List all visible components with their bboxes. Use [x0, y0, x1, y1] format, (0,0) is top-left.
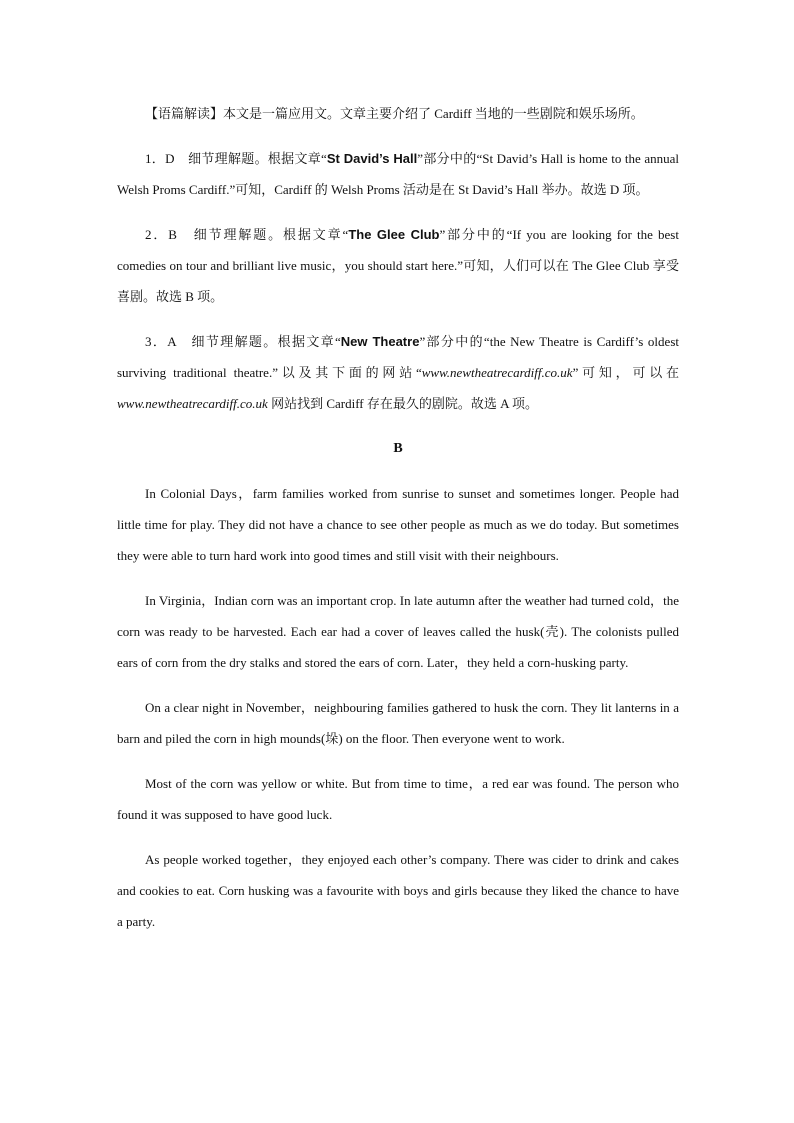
q3-website-1: www.newtheatrecardiff.co.uk — [421, 365, 573, 380]
q1-section-name: St David’s Hall — [326, 151, 418, 166]
q2-text: ”部分中的“If you are looking for the best comedies on tour and brilliant live music，you should start here.”可知，人们可以在 The Glee Club 享受喜剧。故选 B 项。 — [117, 227, 679, 304]
answer-explanation-3 — [117, 326, 679, 419]
q2-section-name: The Glee Club — [348, 227, 440, 242]
q1-text: ”部分中的“St David’s Hall is home to the annual Welsh Proms Cardiff.”可知，Cardiff 的 Welsh Proms 活动是在 St David’s Hall 举办。故选 D 项。 — [117, 151, 679, 197]
answer-explanation-1 — [117, 143, 679, 205]
passage-paragraph: As people worked together，they enjoyed each other’s company. There was cider to drink and cakes and cookies to eat. Corn husking was a favourite with boys and girls because they liked the chance to have a party. — [117, 852, 679, 929]
q2-prefix: 2．B 细节理解题。根据文章“ — [145, 227, 349, 242]
answer-explanation-2 — [117, 219, 679, 312]
passage-paragraph: On a clear night in November，neighbouring families gathered to husk the corn. They lit lanterns in a barn and piled the corn in high mounds(垛) on the floor. Then everyone went to work. — [117, 700, 679, 746]
q3-text-2: ”可知，可以在 — [572, 365, 679, 380]
q1-prefix: 1．D 细节理解题。根据文章“ — [145, 151, 327, 166]
q3-website-2: www.newtheatrecardiff.co.uk — [117, 396, 268, 411]
q3-prefix: 3．A 细节理解题。根据文章“ — [145, 334, 341, 349]
passage-paragraph: In Virginia，Indian corn was an important crop. In late autumn after the weather had turned cold，the corn was ready to be harvested. Each ear had a cover of leaves called the husk(壳). The colonists pulled ears of corn from the dry stalks and stored the ears of corn. Later，they held a corn-husking party. — [117, 593, 679, 670]
passage-paragraph: In Colonial Days，farm families worked from sunrise to sunset and sometimes longer. People had little time for play. They did not have a chance to see other people as much as we do today. But sometimes they were able to turn hard work into good times and still visit with their neighbours. — [117, 486, 679, 563]
passage-paragraph: Most of the corn was yellow or white. But from time to time，a red ear was found. The person who found it was supposed to have good luck. — [117, 776, 679, 822]
passage-analysis-intro: 【语篇解读】本文是一篇应用文。文章主要介绍了 Cardiff 当地的一些剧院和娱乐场所。 — [145, 106, 644, 121]
section-title: B — [393, 441, 403, 456]
document-page — [117, 96, 679, 937]
q3-text-1: ”部分中的“the New Theatre is Cardiff’s oldest surviving traditional theatre.”以及其下面的网站“ — [117, 334, 679, 380]
q3-section-name: New Theatre — [340, 334, 420, 349]
q3-text-3: 网站找到 Cardiff 存在最久的剧院。故选 A 项。 — [267, 396, 539, 411]
